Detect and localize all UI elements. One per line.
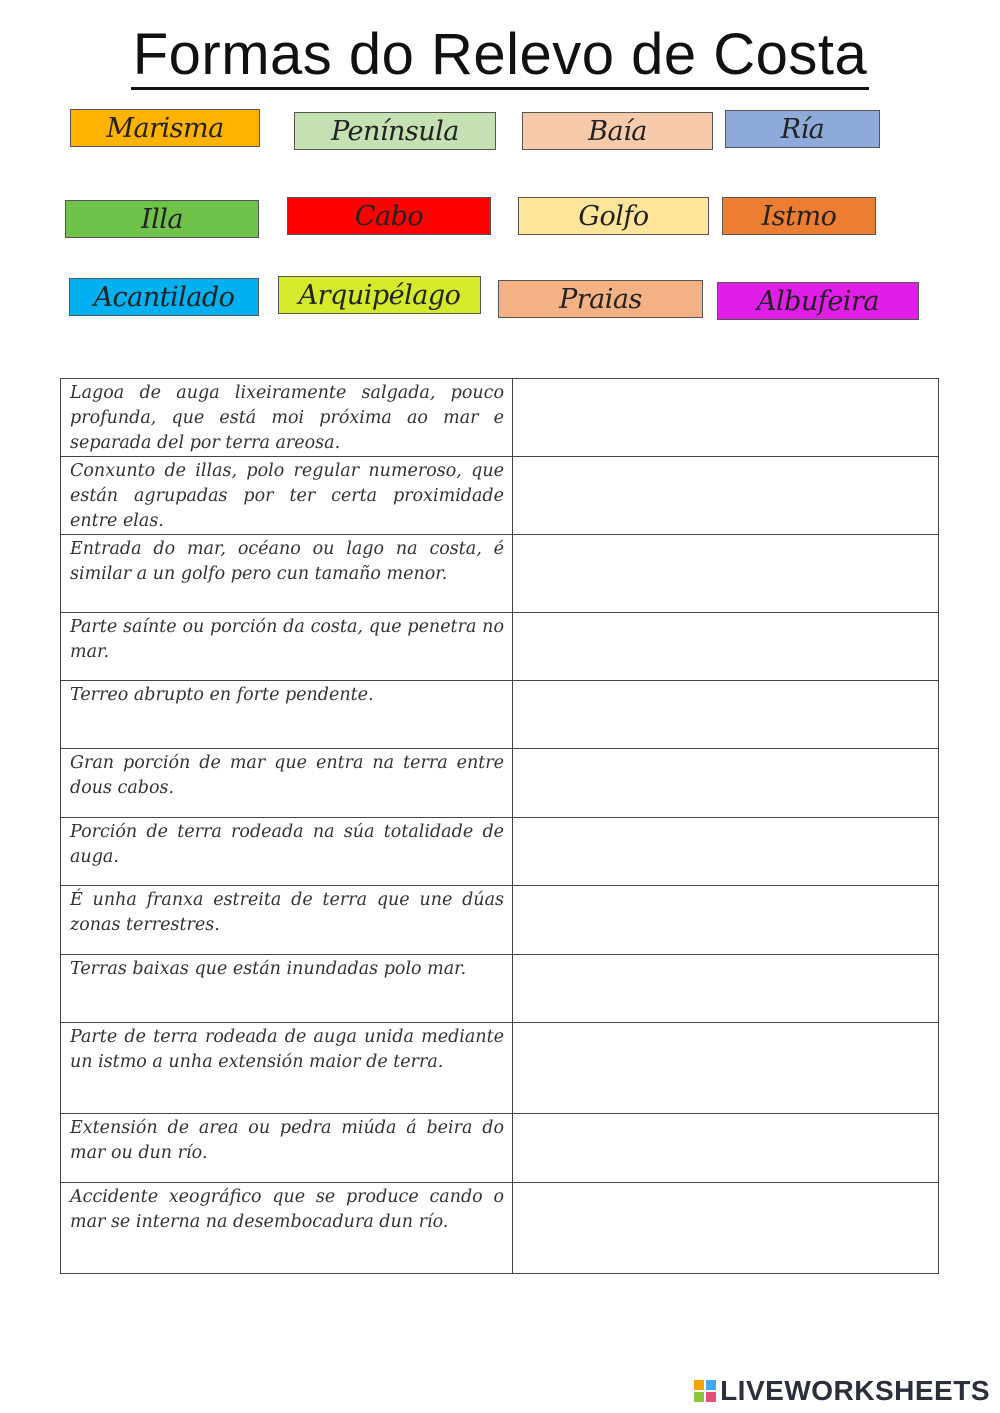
definition-text: Parte saínte ou porción da costa, que penetra no mar. [61, 613, 513, 681]
answer-input[interactable] [513, 1114, 938, 1147]
drag-label-arquipelago[interactable]: Arquipélago [278, 276, 481, 314]
page-title [0, 22, 1000, 88]
table-row [61, 457, 939, 535]
answer-input[interactable] [513, 613, 938, 646]
answer-input[interactable] [513, 749, 938, 782]
table-row [61, 749, 939, 818]
answer-input[interactable] [513, 886, 938, 919]
definition-text: Extensión de area ou pedra miúda á beira do mar ou dun río. [61, 1114, 513, 1183]
drag-label-praias[interactable]: Praias [498, 280, 703, 318]
drag-label-cabo[interactable]: Cabo [287, 197, 491, 235]
table-row [61, 535, 939, 613]
drag-label-acantilado[interactable]: Acantilado [69, 278, 259, 316]
answer-cell [513, 613, 939, 681]
table-row [61, 681, 939, 749]
answer-cell [513, 749, 939, 818]
answer-input[interactable] [513, 457, 938, 490]
definition-text: Conxunto de illas, polo regular numeroso, que están agrupadas por ter certa proximidade entre elas. [61, 457, 513, 535]
drag-label-marisma[interactable]: Marisma [70, 109, 260, 147]
answer-cell [513, 535, 939, 613]
answer-input[interactable] [513, 1023, 938, 1056]
answer-cell [513, 955, 939, 1023]
answer-cell [513, 818, 939, 886]
table-row [61, 1023, 939, 1114]
drag-label-istmo[interactable]: Istmo [722, 197, 876, 235]
answer-cell [513, 681, 939, 749]
drag-label-ria[interactable]: Ría [725, 110, 880, 148]
drag-label-golfo[interactable]: Golfo [518, 197, 709, 235]
answer-cell [513, 1114, 939, 1183]
table-row [61, 1114, 939, 1183]
table-row [61, 955, 939, 1023]
definition-text: Lagoa de auga lixeiramente salgada, pouco profunda, que está moi próxima ao mar e separada del por terra areosa. [61, 379, 513, 457]
definition-text: Terras baixas que están inundadas polo mar. [61, 955, 513, 1023]
table-row [61, 613, 939, 681]
table-row [61, 886, 939, 955]
page-title-text: Formas do Relevo de Costa [131, 22, 870, 90]
definition-text: Parte de terra rodeada de auga unida mediante un istmo a unha extensión maior de terra. [61, 1023, 513, 1114]
answer-input[interactable] [513, 818, 938, 851]
drag-label-illa[interactable]: Illa [65, 200, 259, 238]
definition-text: É unha franxa estreita de terra que une dúas zonas terrestres. [61, 886, 513, 955]
table-row [61, 379, 939, 457]
answer-cell [513, 457, 939, 535]
drag-label-baia[interactable]: Baía [522, 112, 713, 150]
answer-input[interactable] [513, 379, 938, 412]
definition-text: Terreo abrupto en forte pendente. [61, 681, 513, 749]
answer-cell [513, 379, 939, 457]
answer-input[interactable] [513, 535, 938, 568]
brand-text: LIVEWORKSHEETS [720, 1375, 990, 1406]
definition-text: Porción de terra rodeada na súa totalidade de auga. [61, 818, 513, 886]
drag-label-peninsula[interactable]: Península [294, 112, 496, 150]
liveworksheets-logo-icon [694, 1380, 716, 1402]
table-row [61, 1183, 939, 1274]
answer-cell [513, 1023, 939, 1114]
answer-input[interactable] [513, 1183, 938, 1216]
definitions-table [60, 378, 939, 1274]
drag-label-albufeira[interactable]: Albufeira [717, 282, 919, 320]
answer-input[interactable] [513, 955, 938, 988]
answer-cell [513, 1183, 939, 1274]
liveworksheets-brand [694, 1375, 990, 1407]
table-row [61, 818, 939, 886]
answer-input[interactable] [513, 681, 938, 714]
answer-cell [513, 886, 939, 955]
definition-text: Gran porción de mar que entra na terra entre dous cabos. [61, 749, 513, 818]
definition-text: Accidente xeográfico que se produce cando o mar se interna na desembocadura dun río. [61, 1183, 513, 1274]
definition-text: Entrada do mar, océano ou lago na costa, é similar a un golfo pero cun tamaño menor. [61, 535, 513, 613]
